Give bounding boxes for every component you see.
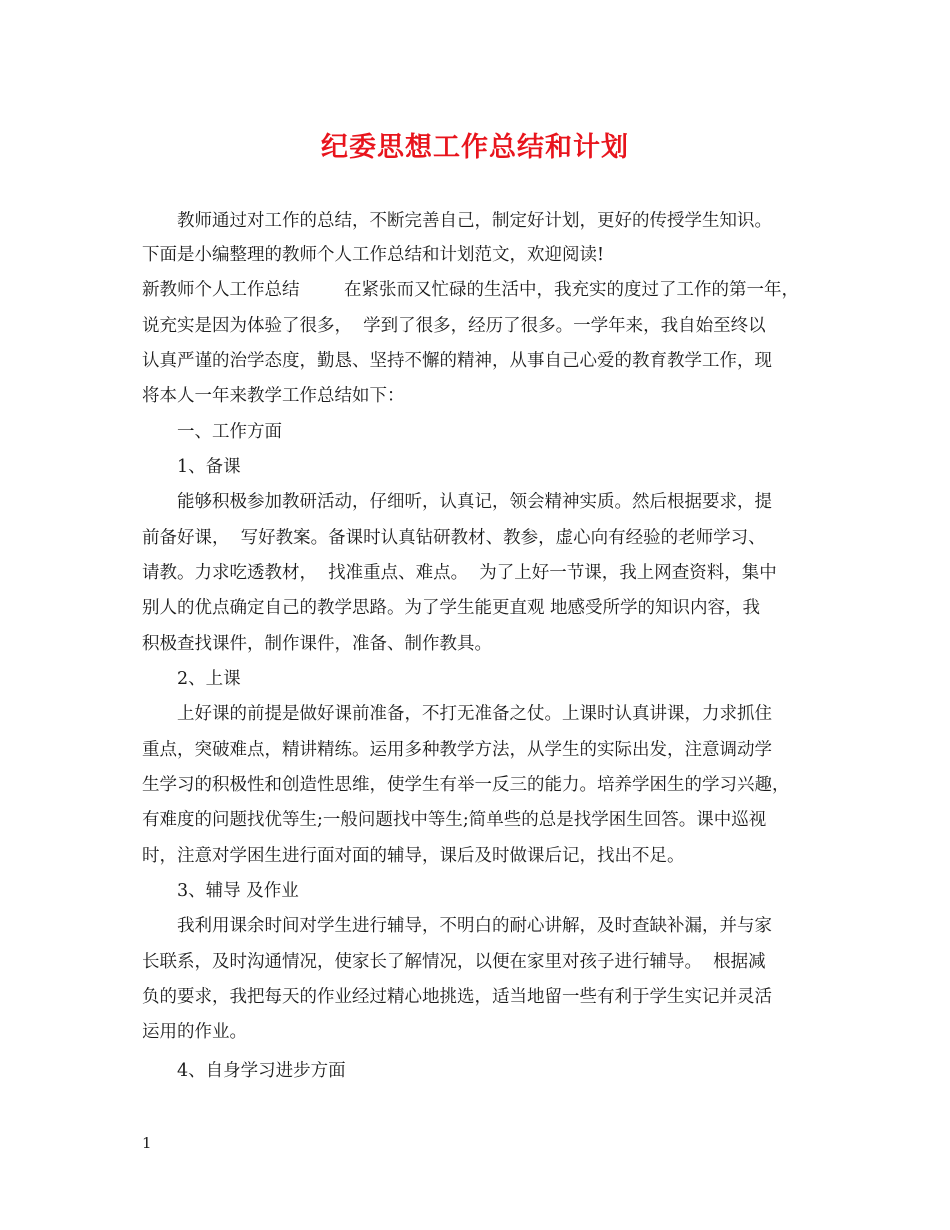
paragraph-line: 时，注意对学困生进行面对面的辅导，课后及时做课后记，找出不足。	[142, 846, 685, 866]
paragraph-line: 重点，突破难点，精讲精练。运用多种教学方法，从学生的实际出发，注意调动学	[142, 740, 772, 760]
paragraph-line: 别人的优点确定自己的教学思路。为了学生能更直观 地感受所学的知识内容，我	[142, 598, 761, 618]
page-number: 1	[142, 1134, 152, 1152]
paragraph-line: 我利用课余时间对学生进行辅导，不明白的耐心讲解，及时查缺补漏，并与家	[177, 916, 772, 936]
paragraph-line: 说充实是因为体验了很多， 学到了很多，经历了很多。一学年来，我自始至终以	[142, 316, 766, 336]
paragraph-line: 教师通过对工作的总结，不断完善自己，制定好计划，更好的传授学生知识。	[177, 211, 772, 231]
subsection-heading: 4、自身学习进步方面	[177, 1061, 346, 1081]
paragraph-line: 生学习的积极性和创造性思维，使学生有举一反三的能力。培养学困生的学习兴趣，	[142, 775, 790, 795]
paragraph-line: 前备好课， 写好教案。备课时认真钻研教材、教参，虚心向有经验的老师学习、	[142, 528, 766, 548]
paragraph-line: 负的要求，我把每天的作业经过精心地挑选，适当地留一些有利于学生实记并灵活	[142, 987, 772, 1007]
paragraph-line: 长联系，及时沟通情况，使家长了解情况，以便在家里对孩子进行辅导。 根据减	[142, 952, 766, 972]
paragraph-line: 新教师个人工作总结 在紧张而又忙碌的生活中，我充实的度过了工作的第一年，	[142, 280, 799, 300]
paragraph-line: 运用的作业。	[142, 1022, 247, 1042]
paragraph-line: 下面是小编整理的教师个人工作总结和计划范文，欢迎阅读!	[142, 245, 605, 265]
paragraph-line: 请教。力求吃透教材， 找准重点、难点。 为了上好一节课，我上网查资料，集中	[142, 563, 777, 583]
paragraph-line: 积极查找课件，制作课件，准备、制作教具。	[142, 634, 492, 654]
section-heading: 一、工作方面	[177, 422, 282, 442]
subsection-heading: 2、上课	[177, 669, 241, 689]
paragraph-line: 有难度的问题找优等生;一般问题找中等生;简单些的总是找学困生回答。课中巡视	[142, 810, 767, 830]
subsection-heading: 3、辅导 及作业	[177, 881, 299, 901]
subsection-heading: 1、备课	[177, 457, 241, 477]
document-title: 纪委思想工作总结和计划	[321, 132, 629, 163]
paragraph-line: 认真严谨的治学态度，勤恳、坚持不懈的精神，从事自己心爱的教育教学工作，现	[142, 351, 772, 371]
paragraph-line: 能够积极参加教研活动，仔细听，认真记，领会精神实质。然后根据要求，提	[177, 492, 772, 512]
paragraph-line: 将本人一年来教学工作总结如下：	[142, 386, 405, 406]
paragraph-line: 上好课的前提是做好课前准备，不打无准备之仗。上课时认真讲课，力求抓住	[177, 704, 772, 724]
